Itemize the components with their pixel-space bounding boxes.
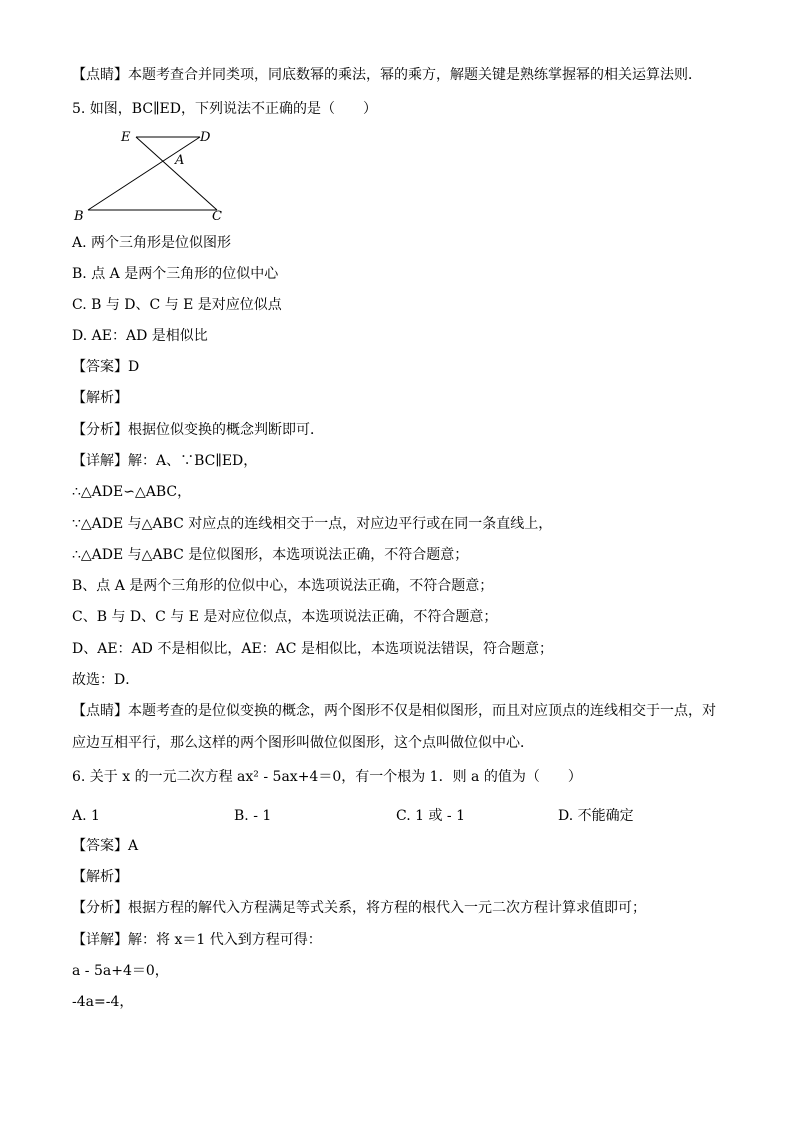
q6-option-b: B. - 1 [234, 808, 272, 824]
q5-answer: 【答案】D [72, 359, 140, 375]
q5-step-3: ∴△ADE 与△ABC 是位似图形，本选项说法正确，不符合题意； [72, 547, 469, 563]
q5-step-4: B、点 A 是两个三角形的位似中心，本选项说法正确，不符合题意； [72, 578, 494, 594]
label-D: D [200, 130, 211, 145]
q5-option-a: A. 两个三角形是位似图形 [72, 235, 232, 251]
q5-option-c: C. B 与 D、C 与 E 是对应位似点 [72, 297, 282, 313]
q5-jiexi: 【解析】 [72, 390, 128, 406]
question-5-stem: 5. 如图，BC∥ED，下列说法不正确的是（ ） [72, 101, 377, 117]
q5-option-d: D. AE：AD 是相似比 [72, 328, 208, 344]
q5-fenxi: 【分析】根据位似变换的概念判断即可． [72, 422, 324, 438]
q5-option-b: B. 点 A 是两个三角形的位似中心 [72, 266, 279, 282]
label-C: C [212, 209, 222, 224]
prev-dianjing: 【点睛】本题考查合并同类项，同底数幂的乘法，幂的乘方，解题关键是熟练掌握幂的相关运算法则． [72, 67, 702, 83]
q6-fenxi: 【分析】根据方程的解代入方程满足等式关系，将方程的根代入一元二次方程计算求值即可； [72, 900, 646, 916]
q5-dianjing-line1: 【点睛】本题考查的是位似变换的概念，两个图形不仅是相似图形，而且对应顶点的连线相交于一点，对 [72, 703, 716, 719]
q5-step-2: ∵△ADE 与△ABC 对应点的连线相交于一点，对应边平行或在同一条直线上， [72, 516, 553, 532]
question-6-stem: 6. 关于 x 的一元二次方程 ax² - 5ax+4＝0，有一个根为 1．则 a 的值为（ ） [72, 769, 582, 785]
q6-jiexi: 【解析】 [72, 869, 128, 885]
label-B: B [74, 209, 84, 224]
label-A: A [175, 153, 185, 168]
q6-equation-2: -4a=-4， [72, 994, 134, 1010]
geometry-figure [70, 124, 240, 228]
q6-option-d: D. 不能确定 [558, 808, 634, 824]
q6-option-c: C. 1 或 - 1 [396, 808, 466, 824]
segment-ec [136, 137, 217, 210]
q6-xiangjie: 【详解】解：将 x＝1 代入到方程可得： [72, 932, 322, 948]
q6-equation-1: a - 5a+4＝0， [72, 963, 169, 979]
q6-answer: 【答案】A [72, 838, 139, 854]
q5-conclusion: 故选：D． [72, 672, 140, 688]
q5-step-6: D、AE：AD 不是相似比，AE：AC 是相似比，本选项说法错误，符合题意； [72, 641, 553, 657]
q5-dianjing-line2: 应边互相平行，那么这样的两个图形叫做位似图形，这个点叫做位似中心． [72, 735, 534, 751]
q5-step-5: C、B 与 D、C 与 E 是对应位似点，本选项说法正确，不符合题意； [72, 609, 498, 625]
q5-xiangjie: 【详解】解：A、∵BC∥ED， [72, 453, 258, 469]
q6-option-a: A. 1 [72, 808, 100, 824]
segment-bd [88, 137, 200, 210]
q5-step-1: ∴△ADE∽△ABC， [72, 484, 192, 500]
label-E: E [121, 130, 131, 145]
